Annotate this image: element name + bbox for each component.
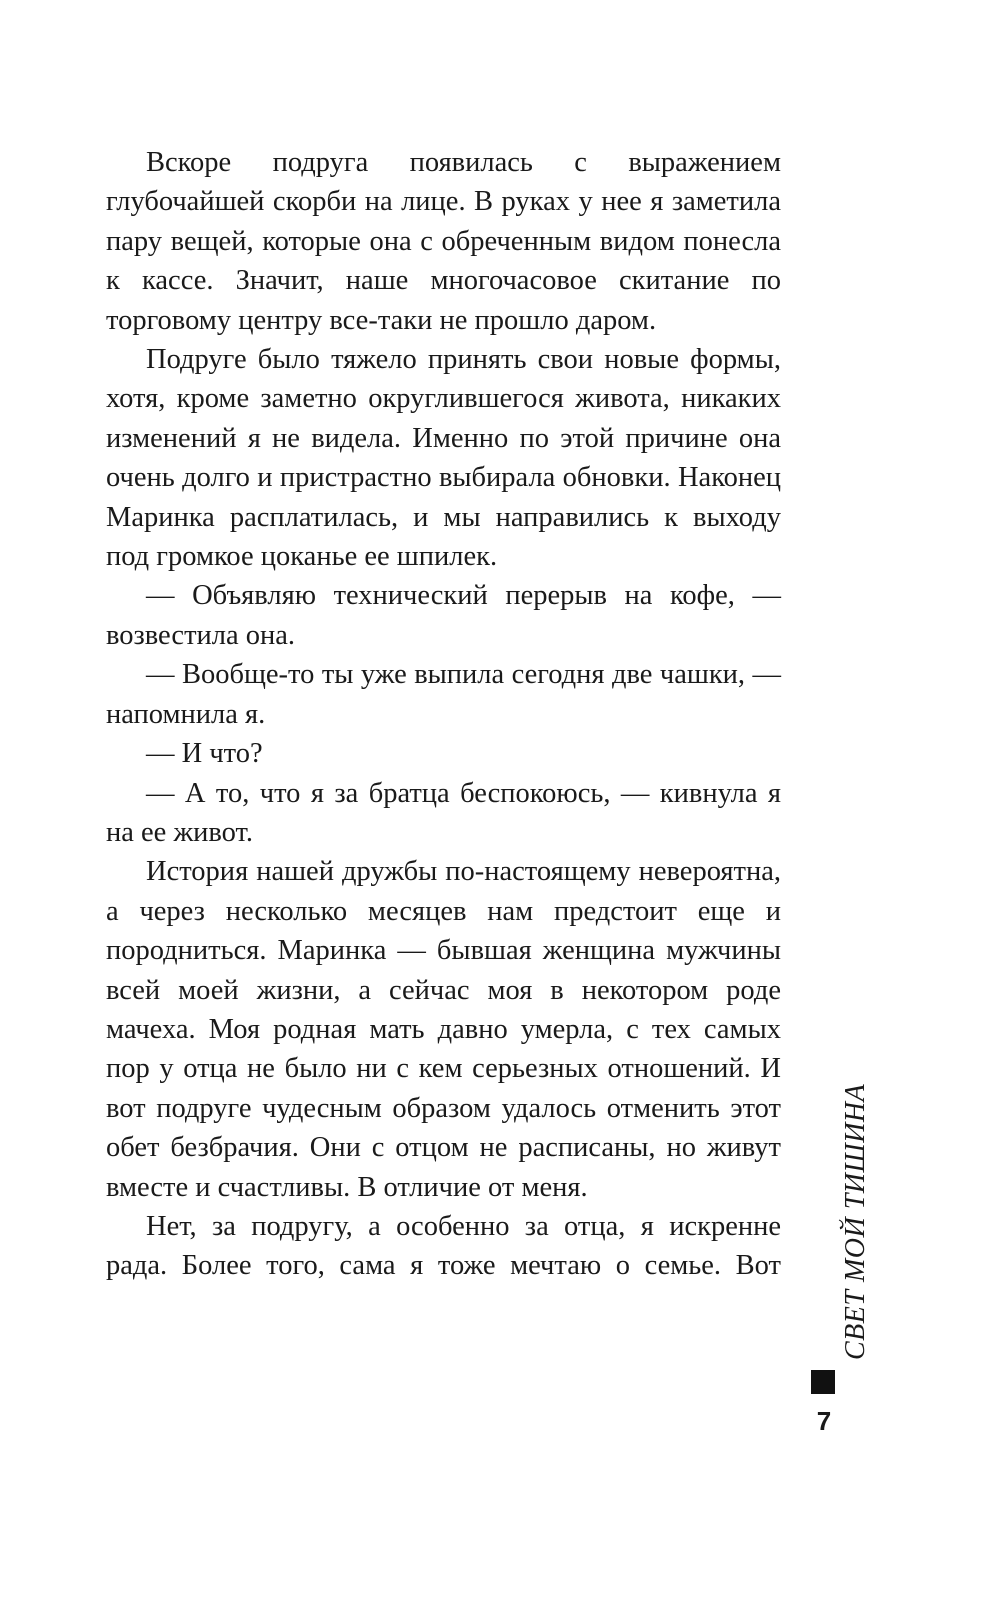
paragraph-8: Нет, за подругу, а особенно за отца, я искренне рада. Более того, сама я тоже мечтаю о семье. Вот [106, 1210, 781, 1282]
margin-square-marker [811, 1370, 835, 1394]
paragraph-6: — А то, что я за братца беспокоюсь, — кивнула я на ее живот. [106, 777, 781, 848]
paragraph-7: История нашей дружбы по-настоящему невероятна, а через несколько месяцев нам предстоит еще и породниться. Маринка — бывшая женщина мужчины всей моей жизни, а сейчас моя в некотором роде мачеха. Моя родная мать давно умерла, с тех самых пор у отца не было ни с кем серьезных отношений. И вот подруге чудесным образом удалось отменить этот обет безбрачия. Они с отцом не расписаны, но живут вместе и счастливы. В отличие от меня. [106, 856, 781, 1203]
paragraph-3: — Объявляю технический перерыв на кофе, — возвестила она. [106, 580, 781, 651]
page-number: 7 [816, 1406, 832, 1436]
paragraph-1: Вскоре подруга появилась с выражением глубочайшей скорби на лице. В руках у нее я заметила пару вещей, которые она с обреченным видом понесла к кассе. Значит, наше многочасовое скитание по торговому центру все-таки не прошло даром. [106, 147, 781, 336]
running-title: СВЕТ МОЙ ТИШИНА [840, 1083, 871, 1360]
page-body-text [106, 143, 781, 1286]
paragraph-5: — И что? [146, 738, 263, 770]
paragraph-4: — Вообще-то ты уже выпила сегодня две чашки, — напомнила я. [106, 659, 781, 730]
paragraph-2: Подруге было тяжело принять свои новые формы, хотя, кроме заметно округлившегося живота, никаких изменений я не видела. Именно по этой причине она очень долго и пристрастно выбирала обновки. Наконец Маринка расплатилась, и мы направились к выходу под громкое цоканье ее шпилек. [106, 344, 781, 573]
